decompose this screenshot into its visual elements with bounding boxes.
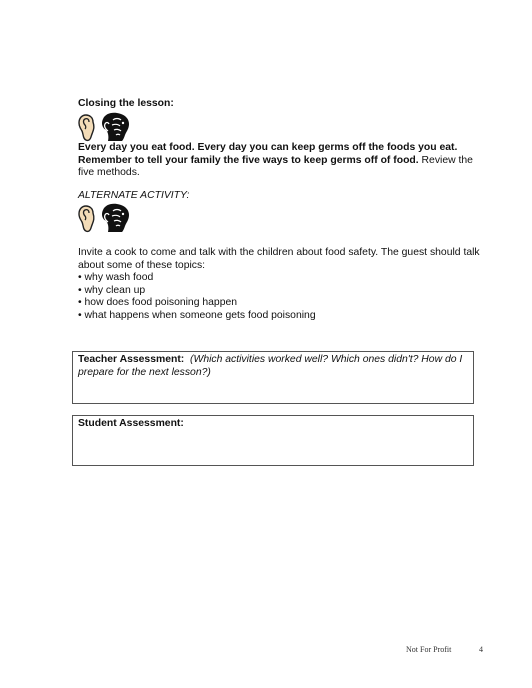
talking-head-icon (99, 112, 133, 142)
ear-icon (78, 205, 98, 233)
list-item: • how does food poisoning happen (78, 297, 488, 310)
alternate-intro: Invite a cook to come and talk with the children about food safety. The guest should talk about some of these topics: (78, 247, 480, 271)
list-item: • why wash food (78, 272, 488, 285)
student-assessment-box[interactable] (72, 415, 474, 466)
alternate-activity-body (78, 247, 488, 322)
topic-list (78, 272, 488, 322)
listen-speak-icons (78, 112, 133, 142)
teacher-assessment-prompt: (Which activities worked well? Which ones didn't? How do I prepare for the next lesson?) (78, 354, 463, 378)
closing-bold-text: Every day you eat food. Every day you can keep germs off the foods you eat. Remember to tell your family the five ways to keep germs off of food. (78, 142, 458, 166)
page-number: 4 (479, 645, 483, 654)
ear-icon (78, 114, 98, 142)
list-item: • why clean up (78, 285, 488, 298)
closing-plain-text: Review the five methods. (78, 154, 473, 178)
closing-heading: Closing the lesson: (78, 98, 174, 109)
student-assessment-label: Student Assessment: (78, 418, 184, 429)
talking-head-icon (99, 203, 133, 233)
alternate-activity-heading: ALTERNATE ACTIVITY: (78, 190, 190, 201)
teacher-assessment-box[interactable] (72, 351, 474, 404)
list-item: • what happens when someone gets food poisoning (78, 310, 488, 323)
closing-paragraph (78, 142, 488, 180)
listen-speak-icons-alt (78, 203, 133, 233)
teacher-assessment-label: Teacher Assessment: (78, 354, 185, 365)
footer-label: Not For Profit (406, 645, 452, 654)
